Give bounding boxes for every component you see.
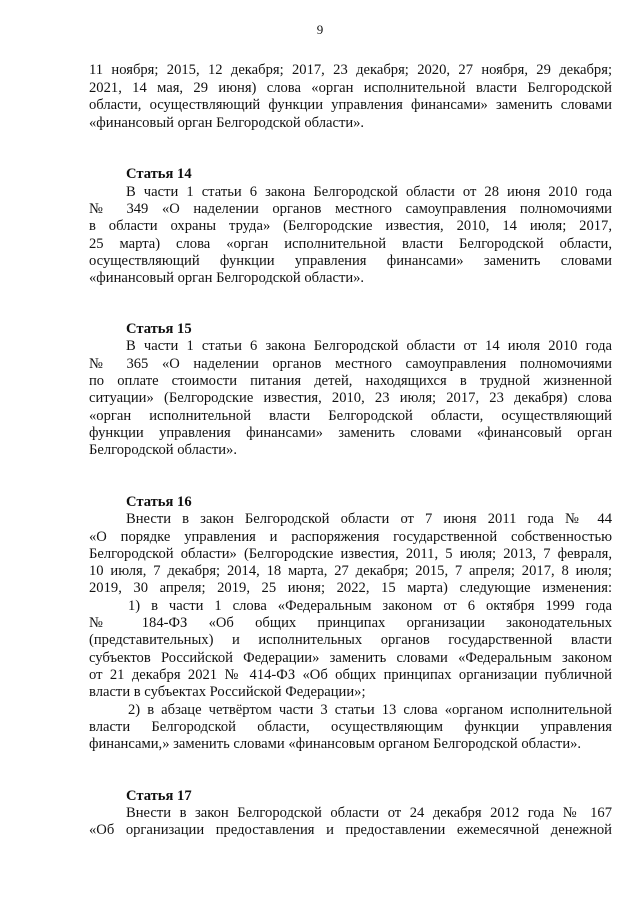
- article-heading: Статья 16: [126, 494, 192, 510]
- paragraph-line: 25 марта) слова «орган исполнительной власти Белгородской области,: [89, 236, 612, 252]
- paragraph-line: В части 1 статьи 6 закона Белгородской области от 14 июля 2010 года: [126, 338, 612, 354]
- paragraph-line: 2021, 14 мая, 29 июня) слова «орган исполнительной власти Белгородской: [89, 80, 612, 96]
- paragraph-line: власти Белгородской области, осуществляющим функции управления: [89, 719, 612, 735]
- paragraph-line: по оплате стоимости питания детей, находящихся в трудной жизненной: [89, 373, 612, 389]
- list-item-line: 1) в части 1 слова «Федеральным законом от 6 октября 1999 года: [128, 598, 612, 614]
- article-heading: Статья 17: [126, 788, 192, 804]
- paragraph-line: власти в субъектах Российской Федерации»;: [89, 684, 366, 700]
- paragraph-line: субъектов Российской Федерации» заменить словами «Федеральным законом: [89, 650, 612, 666]
- paragraph-line: «финансовый орган Белгородской области».: [89, 270, 365, 286]
- paragraph-line: № 349 «О наделении органов местного самоуправления полномочиями: [89, 201, 612, 217]
- paragraph-line: «Об организации предоставления и предоставлении ежемесячной денежной: [89, 822, 612, 838]
- paragraph-line: Внести в закон Белгородской области от 7 июня 2011 года № 44: [126, 511, 612, 527]
- page-number: 9: [316, 22, 324, 37]
- paragraph-line: «О порядке управления и распоряжения государственной собственностью: [89, 529, 612, 545]
- paragraph-line: функции управления финансами» заменить словами «финансовый орган: [89, 425, 612, 441]
- paragraph-line: 11 ноября; 2015, 12 декабря; 2017, 23 декабря; 2020, 27 ноября, 29 декабря;: [89, 62, 612, 78]
- paragraph-line: осуществляющий функции управления финансами» заменить словами: [89, 253, 612, 269]
- paragraph-line: в области охраны труда» (Белгородские известия, 2010, 14 июля; 2017,: [89, 218, 612, 234]
- paragraph-line: 10 июля, 7 декабря; 2014, 18 марта, 27 декабря; 2015, 7 апреля; 2017, 8 июля;: [89, 563, 612, 579]
- paragraph-line: (представительных) и исполнительных органов государственной власти: [89, 632, 612, 648]
- paragraph-line: № 365 «О наделении органов местного самоуправления полномочиями: [89, 356, 612, 372]
- paragraph-line: «орган исполнительной власти Белгородской области, осуществляющий: [89, 408, 612, 424]
- paragraph-line: «финансовый орган Белгородской области».: [89, 115, 365, 131]
- list-item-line: 2) в абзаце четвёртом части 3 статьи 13 слова «органом исполнительной: [128, 702, 612, 718]
- paragraph-line: от 21 декабря 2021 № 414-ФЗ «Об общих принципах организации публичной: [89, 667, 612, 683]
- paragraph-line: Внести в закон Белгородской области от 24 декабря 2012 года № 167: [126, 805, 612, 821]
- paragraph-line: финансами,» заменить словами «финансовым органом Белгородской области».: [89, 736, 582, 752]
- paragraph-line: 2019, 30 апреля; 2019, 25 июня; 2022, 15 марта) следующие изменения:: [89, 580, 612, 596]
- paragraph-line: ситуации» (Белгородские известия, 2010, 23 июля; 2017, 23 декабря) слова: [89, 390, 612, 406]
- paragraph-line: В части 1 статьи 6 закона Белгородской области от 28 июня 2010 года: [126, 184, 612, 200]
- article-heading: Статья 14: [126, 166, 192, 182]
- paragraph-line: № 184-ФЗ «Об общих принципах организации законодательных: [89, 615, 612, 631]
- paragraph-line: Белгородской области» (Белгородские известия, 2011, 5 июля; 2013, 7 февраля,: [89, 546, 612, 562]
- paragraph-line: Белгородской области».: [89, 442, 237, 458]
- paragraph-line: области, осуществляющий функции управления финансами» заменить словами: [89, 97, 612, 113]
- article-heading: Статья 15: [126, 321, 192, 337]
